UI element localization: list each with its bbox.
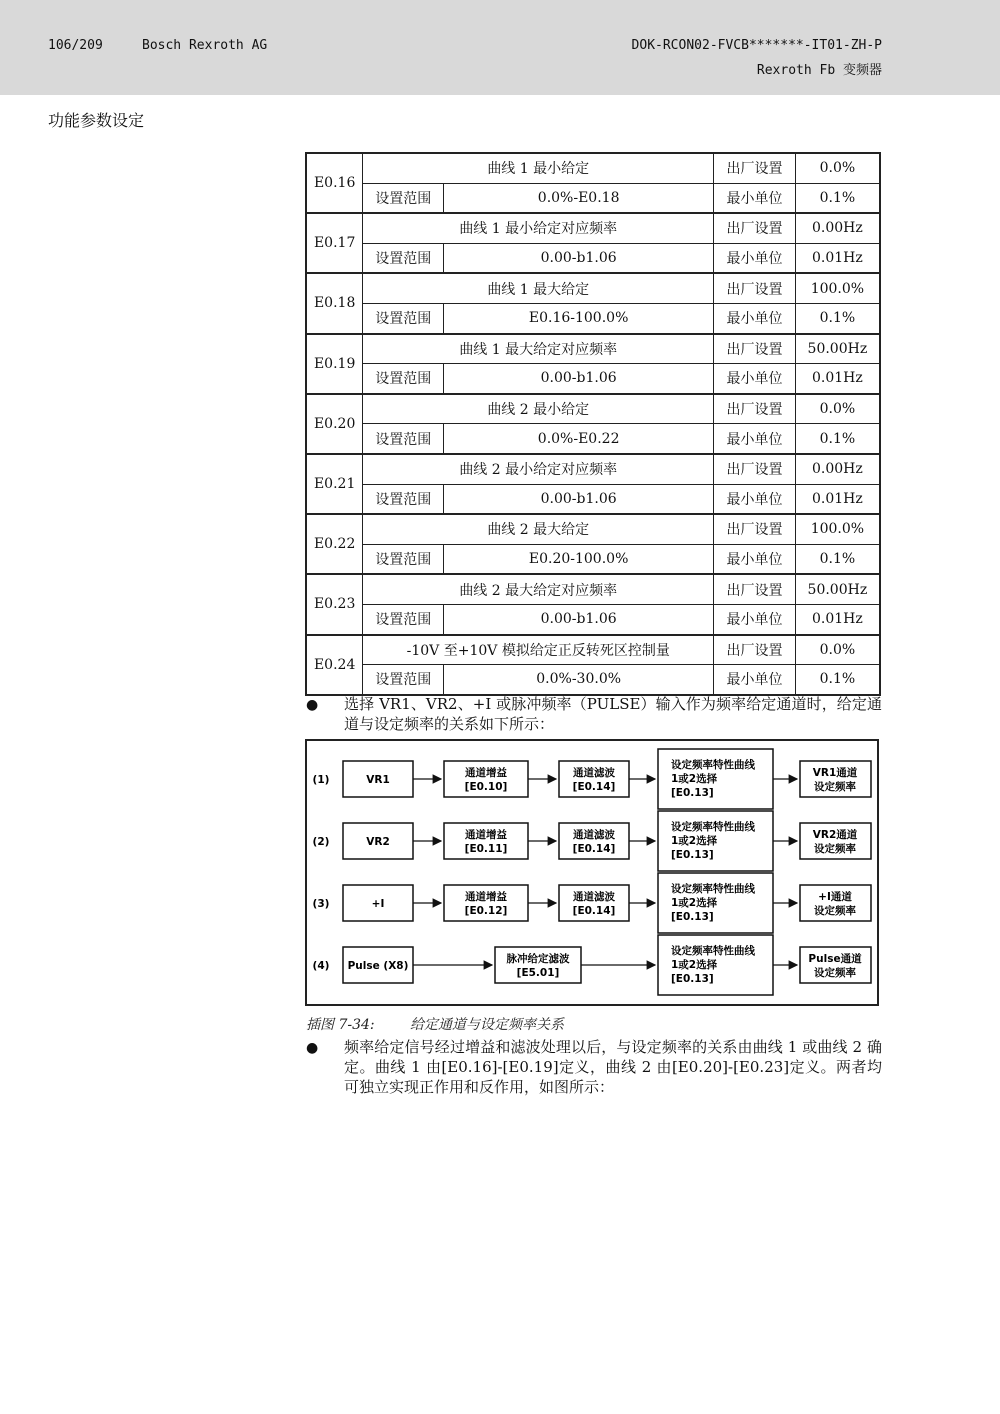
output-channel-label: Pulse通道 xyxy=(808,953,862,965)
input-label: VR2 xyxy=(366,836,390,848)
setting-range-label: 设置范围 xyxy=(363,544,444,574)
param-name: 曲线 1 最小给定 xyxy=(363,153,714,183)
page-number: 106/209 xyxy=(48,38,103,53)
setting-range-label: 设置范围 xyxy=(363,424,444,454)
setting-range-value: 0.00-b1.06 xyxy=(444,364,714,394)
curve-choice-label: 1或2选择 xyxy=(671,897,718,909)
gain-label: 通道增益 xyxy=(465,891,507,903)
param-row xyxy=(306,514,880,544)
setting-range-label: 设置范围 xyxy=(363,243,444,273)
output-channel-label: VR1通道 xyxy=(812,767,858,779)
param-range-row xyxy=(306,544,880,574)
factory-setting-label: 出厂设置 xyxy=(714,273,796,303)
company-name: Bosch Rexroth AG xyxy=(142,38,268,53)
gain-param-label: [E0.10] xyxy=(464,781,508,793)
gain-label: 通道增益 xyxy=(465,829,507,841)
input-label: +I xyxy=(371,898,385,910)
factory-setting-value: 0.0% xyxy=(795,153,880,183)
curve-param-label: [E0.13] xyxy=(671,973,714,985)
param-row xyxy=(306,153,880,183)
param-row xyxy=(306,574,880,604)
curve-label: 设定频率特性曲线 xyxy=(671,945,755,957)
param-name: -10V 至+10V 模拟给定正反转死区控制量 xyxy=(363,635,714,665)
setting-range-value: 0.00-b1.06 xyxy=(444,243,714,273)
output-channel-label: VR2通道 xyxy=(812,829,858,841)
param-name: 曲线 2 最大给定 xyxy=(363,514,714,544)
param-code: E0.16 xyxy=(306,153,363,213)
factory-setting-value: 100.0% xyxy=(795,514,880,544)
min-unit-value: 0.1% xyxy=(795,424,880,454)
param-range-row xyxy=(306,484,880,514)
param-row xyxy=(306,334,880,364)
bullet-text: 选择 VR1、VR2、+I 或脉冲频率（PULSE）输入作为频率给定通道时，给定通道与设定频率的关系如下所示： xyxy=(344,695,882,733)
min-unit-value: 0.1% xyxy=(795,544,880,574)
param-name: 曲线 2 最小给定 xyxy=(363,394,714,424)
setting-range-label: 设置范围 xyxy=(363,183,444,213)
min-unit-value: 0.01Hz xyxy=(795,484,880,514)
param-code: E0.22 xyxy=(306,514,363,574)
param-range-row xyxy=(306,183,880,213)
filter-label: 通道滤波 xyxy=(573,891,615,903)
param-code: E0.18 xyxy=(306,273,363,333)
param-name: 曲线 1 最大给定对应频率 xyxy=(363,334,714,364)
product-name: Rexroth Fb 变频器 xyxy=(756,63,882,78)
factory-setting-value: 0.00Hz xyxy=(795,213,880,243)
row-index-label: (3) xyxy=(312,898,330,910)
channel-diagram-svg xyxy=(307,741,877,1004)
factory-setting-value: 50.00Hz xyxy=(795,574,880,604)
param-range-row xyxy=(306,243,880,273)
pulse-filter-label: 脉冲给定滤波 xyxy=(506,953,570,965)
setting-range-value: E0.20-100.0% xyxy=(444,544,714,574)
filter-label: 通道滤波 xyxy=(573,829,615,841)
curve-param-label: [E0.13] xyxy=(671,911,714,923)
min-unit-label: 最小单位 xyxy=(714,364,796,394)
param-range-row xyxy=(306,303,880,333)
setting-range-label: 设置范围 xyxy=(363,364,444,394)
setting-range-label: 设置范围 xyxy=(363,665,444,695)
factory-setting-label: 出厂设置 xyxy=(714,514,796,544)
param-row xyxy=(306,273,880,303)
param-row xyxy=(306,635,880,665)
row-index-label: (4) xyxy=(312,960,330,972)
gain-label: 通道增益 xyxy=(465,767,507,779)
output-frequency-label: 设定频率 xyxy=(814,905,856,917)
setting-range-label: 设置范围 xyxy=(363,604,444,634)
document-code: DOK-RCON02-FVCB*******-IT01-ZH-P xyxy=(631,38,882,53)
factory-setting-value: 50.00Hz xyxy=(795,334,880,364)
setting-range-value: 0.00-b1.06 xyxy=(444,484,714,514)
min-unit-label: 最小单位 xyxy=(714,303,796,333)
param-range-row xyxy=(306,424,880,454)
output-channel-label: +I通道 xyxy=(818,891,852,903)
setting-range-label: 设置范围 xyxy=(363,484,444,514)
min-unit-value: 0.1% xyxy=(795,303,880,333)
param-name: 曲线 2 最小给定对应频率 xyxy=(363,454,714,484)
setting-range-label: 设置范围 xyxy=(363,303,444,333)
min-unit-label: 最小单位 xyxy=(714,604,796,634)
param-range-row xyxy=(306,665,880,695)
curve-label: 设定频率特性曲线 xyxy=(671,821,755,833)
min-unit-value: 0.1% xyxy=(795,665,880,695)
bullet-paragraph-curve xyxy=(306,1037,882,1099)
gain-param-label: [E0.11] xyxy=(464,843,508,855)
factory-setting-value: 0.0% xyxy=(795,635,880,665)
factory-setting-label: 出厂设置 xyxy=(714,635,796,665)
factory-setting-label: 出厂设置 xyxy=(714,153,796,183)
param-range-row xyxy=(306,364,880,394)
param-row xyxy=(306,394,880,424)
factory-setting-label: 出厂设置 xyxy=(714,454,796,484)
factory-setting-label: 出厂设置 xyxy=(714,574,796,604)
figure-title: 给定通道与设定频率关系 xyxy=(410,1017,564,1033)
min-unit-label: 最小单位 xyxy=(714,183,796,213)
bullet-text: 频率给定信号经过增益和滤波处理以后，与设定频率的关系由曲线 1 或曲线 2 确定。曲线 1 由[E0.16]-[E0.19]定义，曲线 2 由[E0.20]-[E0.23]定义。两者均可独立实现正作用和反作用，如图所示： xyxy=(344,1038,882,1096)
filter-param-label: [E0.14] xyxy=(572,905,616,917)
figure-number: 插图 7-34: xyxy=(306,1017,375,1033)
curve-choice-label: 1或2选择 xyxy=(671,835,718,847)
param-code: E0.20 xyxy=(306,394,363,454)
pulse-filter-param-label: [E5.01] xyxy=(516,967,560,979)
figure-caption xyxy=(306,1014,564,1034)
param-name: 曲线 2 最大给定对应频率 xyxy=(363,574,714,604)
filter-param-label: [E0.14] xyxy=(572,781,616,793)
setting-range-value: 0.00-b1.06 xyxy=(444,604,714,634)
param-code: E0.17 xyxy=(306,213,363,273)
bullet-icon: ● xyxy=(306,697,319,713)
min-unit-label: 最小单位 xyxy=(714,544,796,574)
gain-param-label: [E0.12] xyxy=(464,905,508,917)
param-row xyxy=(306,454,880,484)
curve-label: 设定频率特性曲线 xyxy=(671,759,755,771)
param-range-row xyxy=(306,604,880,634)
output-frequency-label: 设定频率 xyxy=(814,843,856,855)
factory-setting-value: 100.0% xyxy=(795,273,880,303)
param-code: E0.21 xyxy=(306,454,363,514)
param-code: E0.23 xyxy=(306,574,363,634)
min-unit-label: 最小单位 xyxy=(714,243,796,273)
pulse-input-label: Pulse (X8) xyxy=(347,960,409,972)
filter-param-label: [E0.14] xyxy=(572,843,616,855)
min-unit-value: 0.01Hz xyxy=(795,364,880,394)
row-index-label: (2) xyxy=(312,836,330,848)
min-unit-label: 最小单位 xyxy=(714,424,796,454)
parameter-table xyxy=(305,152,881,696)
factory-setting-value: 0.00Hz xyxy=(795,454,880,484)
param-name: 曲线 1 最大给定 xyxy=(363,273,714,303)
curve-label: 设定频率特性曲线 xyxy=(671,883,755,895)
setting-range-value: E0.16-100.0% xyxy=(444,303,714,333)
factory-setting-label: 出厂设置 xyxy=(714,334,796,364)
min-unit-value: 0.01Hz xyxy=(795,243,880,273)
bullet-paragraph-channel xyxy=(306,694,882,736)
setting-range-value: 0.0%-E0.22 xyxy=(444,424,714,454)
factory-setting-label: 出厂设置 xyxy=(714,213,796,243)
param-row xyxy=(306,213,880,243)
min-unit-label: 最小单位 xyxy=(714,484,796,514)
curve-choice-label: 1或2选择 xyxy=(671,773,718,785)
row-index-label: (1) xyxy=(312,774,330,786)
bullet-icon: ● xyxy=(306,1040,319,1056)
setting-range-value: 0.0%-E0.18 xyxy=(444,183,714,213)
min-unit-label: 最小单位 xyxy=(714,665,796,695)
param-name: 曲线 1 最小给定对应频率 xyxy=(363,213,714,243)
curve-param-label: [E0.13] xyxy=(671,787,714,799)
input-label: VR1 xyxy=(366,774,390,786)
output-frequency-label: 设定频率 xyxy=(814,967,856,979)
channel-diagram xyxy=(305,739,879,1006)
param-code: E0.19 xyxy=(306,334,363,394)
filter-label: 通道滤波 xyxy=(573,767,615,779)
factory-setting-value: 0.0% xyxy=(795,394,880,424)
curve-choice-label: 1或2选择 xyxy=(671,959,718,971)
setting-range-value: 0.0%-30.0% xyxy=(444,665,714,695)
curve-param-label: [E0.13] xyxy=(671,849,714,861)
factory-setting-label: 出厂设置 xyxy=(714,394,796,424)
section-title: 功能参数设定 xyxy=(48,111,145,130)
min-unit-value: 0.01Hz xyxy=(795,604,880,634)
param-code: E0.24 xyxy=(306,635,363,695)
min-unit-value: 0.1% xyxy=(795,183,880,213)
output-frequency-label: 设定频率 xyxy=(814,781,856,793)
